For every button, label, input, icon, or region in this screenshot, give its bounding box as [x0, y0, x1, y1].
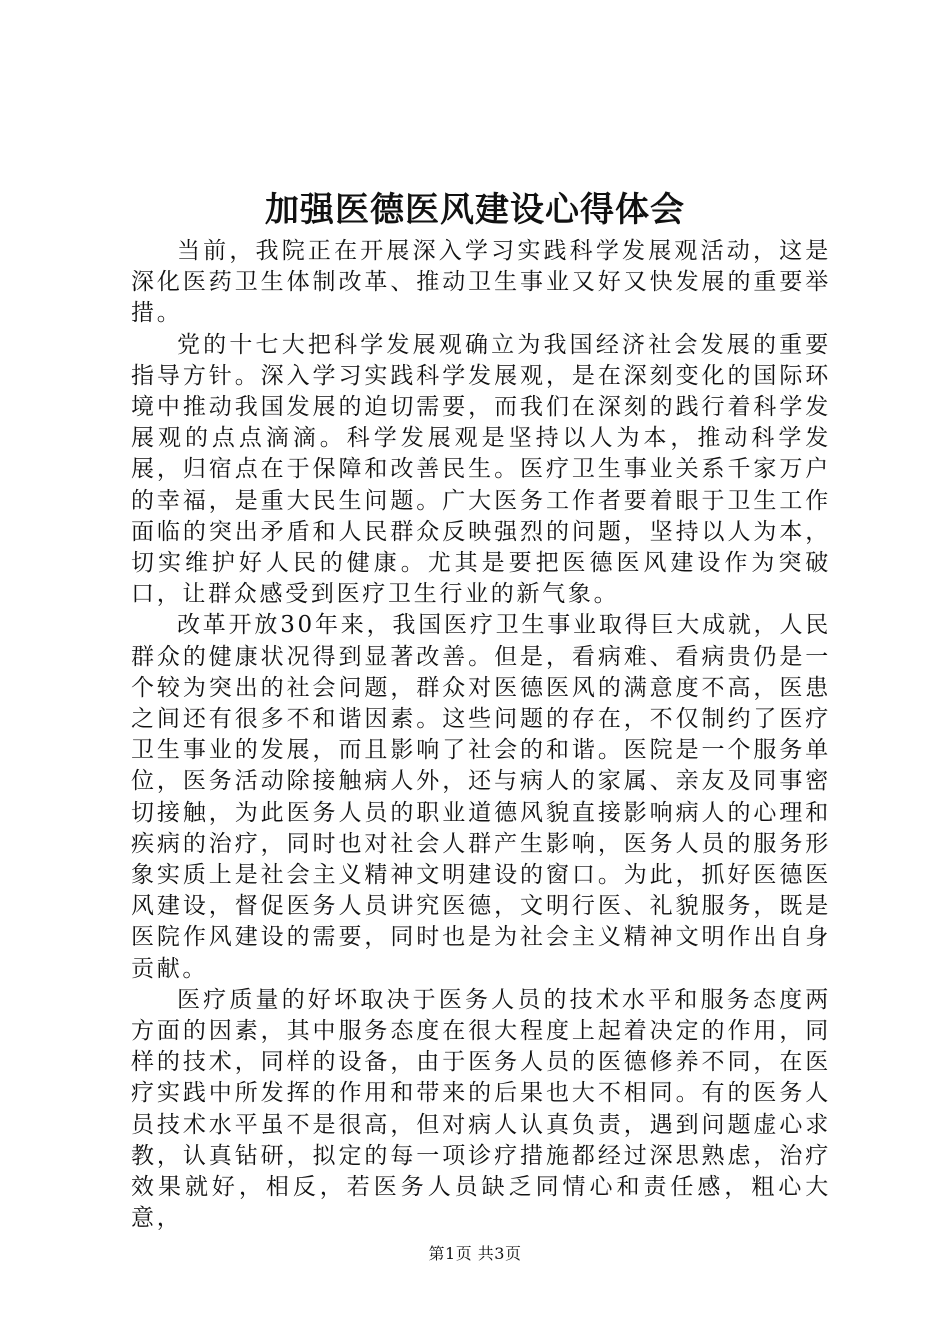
- paragraph: 党的十七大把科学发展观确立为我国经济社会发展的重要指导方针。深入学习实践科学发展观，是在深刻变化的国际环境中推动我国发展的迫切需要，而我们在深刻的践行着科学发展观的点点滴滴。科学发展观是坚持以人为本，推动科学发展，归宿点在于保障和改善民生。医疗卫生事业关系千家万户的幸福，是重大民生问题。广大医务工作者要着眼于卫生工作面临的突出矛盾和人民群众反映强烈的问题，坚持以人为本，切实维护好人民的健康。尤其是要把医德医风建设作为突破口，让群众感受到医疗卫生行业的新气象。: [131, 331, 831, 608]
- paragraph: 医疗质量的好坏取决于医务人员的技术水平和服务态度两方面的因素，其中服务态度在很大程度上起着决定的作用，同样的技术，同样的设备，由于医务人员的医德修养不同，在医疗实践中所发挥的作用和带来的后果也大不相同。有的医务人员技术水平虽不是很高，但对病人认真负责，遇到问题虚心求教，认真钻研，拟定的每一项诊疗措施都经过深思熟虑，治疗效果就好，相反，若医务人员缺乏同情心和责任感，粗心大意，: [131, 986, 831, 1232]
- paragraph: 当前，我院正在开展深入学习实践科学发展观活动，这是深化医药卫生体制改革、推动卫生事业又好又快发展的重要举措。: [131, 238, 831, 327]
- page-number-footer: 第1页 共3页: [428, 1244, 522, 1263]
- paragraph: 改革开放30年来，我国医疗卫生事业取得巨大成就，人民群众的健康状况得到显著改善。但是，看病难、看病贵仍是一个较为突出的社会问题，群众对医德医风的满意度不高，医患之间还有很多不和谐因素。这些问题的存在，不仅制约了医疗卫生事业的发展，而且影响了社会的和谐。医院是一个服务单位，医务活动除接触病人外，还与病人的家属、亲友及同事密切接触，为此医务人员的职业道德风貌直接影响病人的心理和疾病的治疗，同时也对社会人群产生影响，医务人员的服务形象实质上是社会主义精神文明建设的窗口。为此，抓好医德医风建设，督促医务人员讲究医德，文明行医、礼貌服务，既是医院作风建设的需要，同时也是为社会主义精神文明作出自身贡献。: [131, 612, 831, 982]
- document-title: 加强医德医风建设心得体会: [265, 190, 685, 230]
- document-body: [131, 236, 831, 1235]
